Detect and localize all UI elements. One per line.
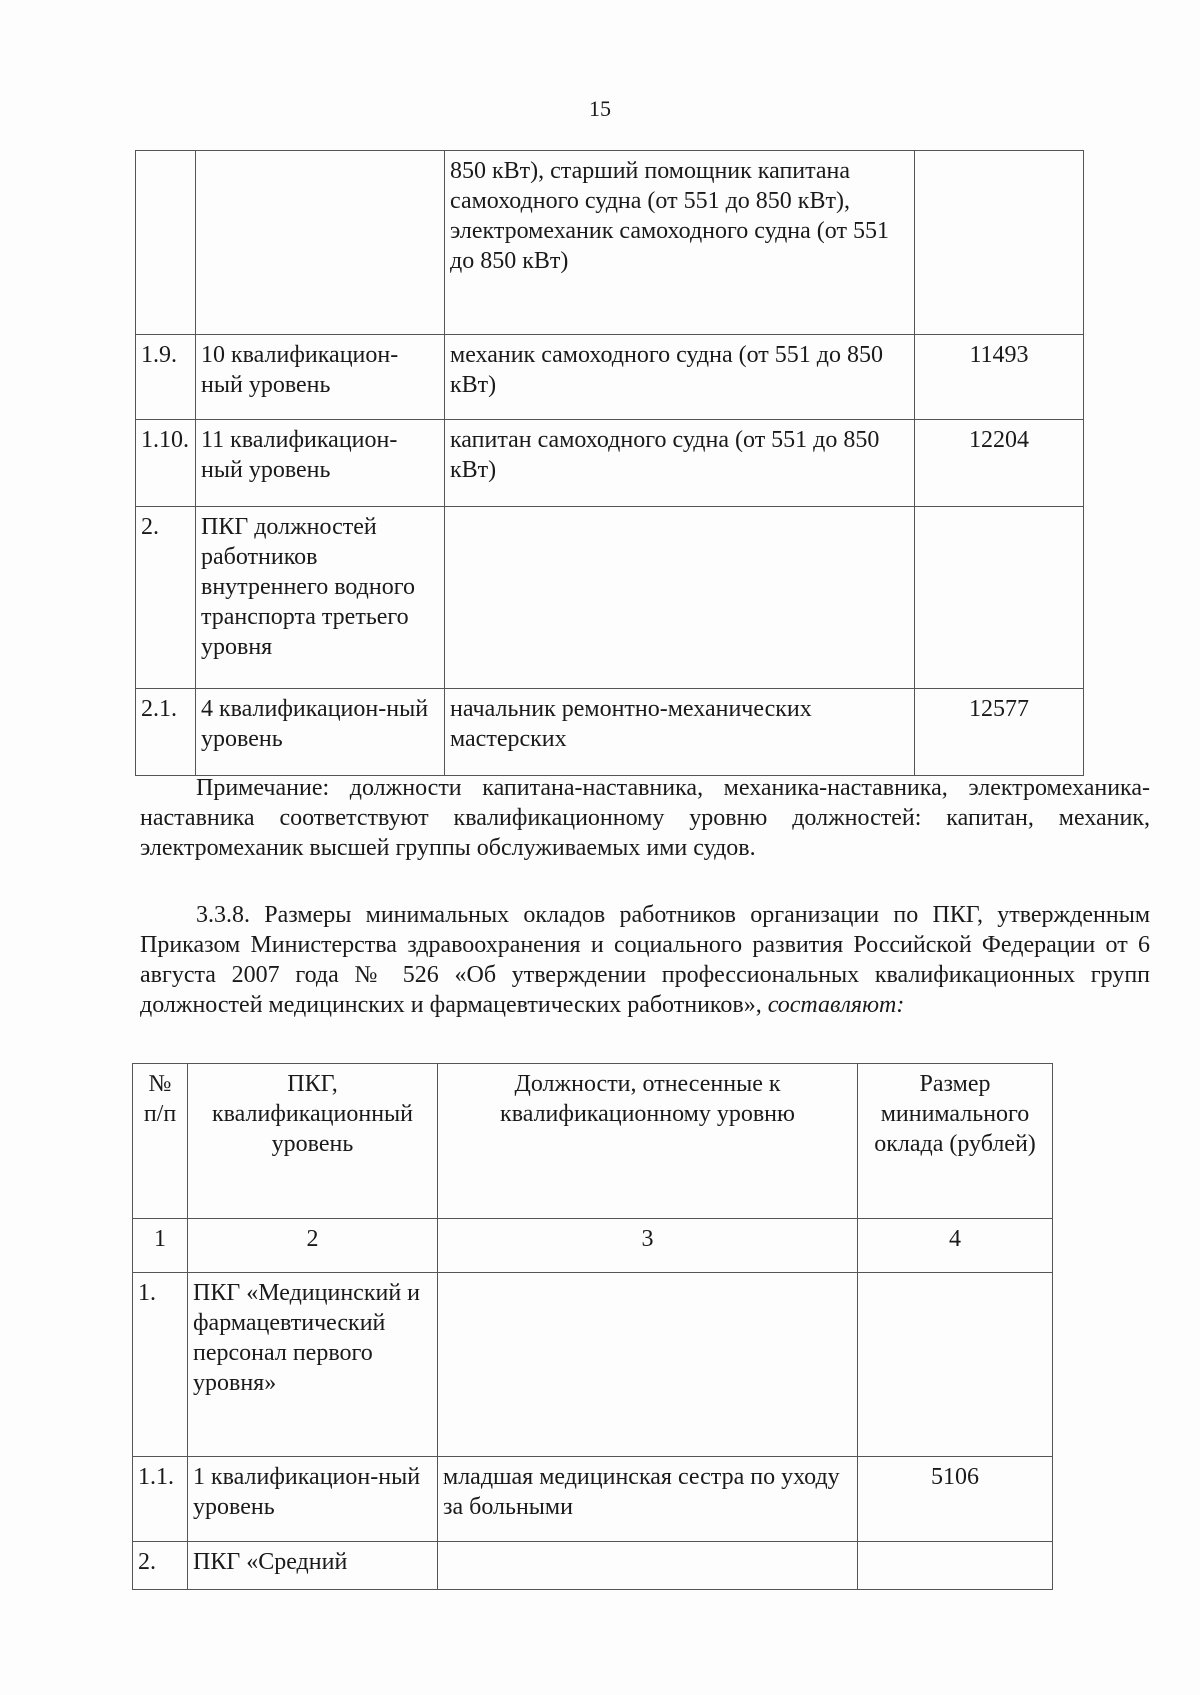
header-salary: Размер минимального оклада (рублей): [858, 1064, 1053, 1219]
positions: капитан самоходного судна (от 551 до 850 кВт): [445, 420, 915, 507]
table-row: [136, 335, 1084, 420]
row-number: 2.: [133, 1542, 188, 1590]
salary-table-transport: [135, 150, 1084, 776]
salary: 12204: [915, 420, 1084, 507]
paragraph-3-3-8-text: 3.3.8. Размеры минимальных окладов работников организации по ПКГ, утвержденным Приказом Министерства здравоохранения и социального развития Российской Федерации от 6 августа 2007 года № 526 «Об утверждении профессиональных квалификационных групп должностей медицинских и фармацевтических работников»,: [140, 902, 1150, 1018]
header-number: № п/п: [133, 1064, 188, 1219]
table-row: [133, 1273, 1053, 1457]
row-number: 2.: [136, 507, 196, 689]
qualification-level: 11 квалификацион-ный уровень: [196, 420, 445, 507]
column-number: 1: [133, 1219, 188, 1273]
row-number: 1.9.: [136, 335, 196, 420]
page-number: 15: [589, 96, 611, 121]
row-number: 1.1.: [133, 1457, 188, 1542]
table-row: [136, 507, 1084, 689]
positions: [445, 507, 915, 689]
qualification-level: 4 квалификацион-ный уровень: [196, 689, 445, 776]
qualification-level: 1 квалификацион-ный уровень: [188, 1457, 438, 1542]
column-number: 3: [438, 1219, 858, 1273]
qualification-level: ПКГ «Медицинский и фармацевтический персонал первого уровня»: [188, 1273, 438, 1457]
paragraph-3-3-8-tail: составляют:: [767, 992, 905, 1018]
table-header-row: [133, 1064, 1053, 1219]
table-row: [133, 1542, 1053, 1590]
positions: механик самоходного судна (от 551 до 850 кВт): [445, 335, 915, 420]
qualification-level: [196, 151, 445, 335]
table-row: [136, 151, 1084, 335]
salary: [858, 1542, 1053, 1590]
header-qualification-level: ПКГ, квалификационный уровень: [188, 1064, 438, 1219]
salary: [915, 507, 1084, 689]
salary: [915, 151, 1084, 335]
note-paragraph: Примечание: должности капитана-наставника, механика-наставника, электромеханика-наставника соответствуют квалификационному уровню должностей: капитан, механик, электромеханик высшей группы обслуживаемых ими судов.: [140, 775, 1150, 861]
qualification-level: ПКГ должностей работников внутреннего водного транспорта третьего уровня: [196, 507, 445, 689]
salary: [858, 1273, 1053, 1457]
salary: 11493: [915, 335, 1084, 420]
row-number: [136, 151, 196, 335]
row-number: 1.: [133, 1273, 188, 1457]
qualification-level: 10 квалификацион-ный уровень: [196, 335, 445, 420]
positions: [438, 1542, 858, 1590]
positions: младшая медицинская сестра по уходу за больными: [438, 1457, 858, 1542]
positions: начальник ремонтно-механических мастерских: [445, 689, 915, 776]
column-numbers-row: [133, 1219, 1053, 1273]
row-number: 1.10.: [136, 420, 196, 507]
paragraph-3-3-8: [140, 900, 1150, 1020]
column-number: 2: [188, 1219, 438, 1273]
table-row: [133, 1457, 1053, 1542]
table-row: [136, 689, 1084, 776]
positions: [438, 1273, 858, 1457]
header-positions: Должности, отнесенные к квалификационному уровню: [438, 1064, 858, 1219]
table-row: [136, 420, 1084, 507]
qualification-level: ПКГ «Средний: [188, 1542, 438, 1590]
salary: 12577: [915, 689, 1084, 776]
salary-table-medical: [132, 1063, 1053, 1590]
positions: 850 кВт), старший помощник капитана самоходного судна (от 551 до 850 кВт), электромеханик самоходного судна (от 551 до 850 кВт): [445, 151, 915, 335]
column-number: 4: [858, 1219, 1053, 1273]
row-number: 2.1.: [136, 689, 196, 776]
salary: 5106: [858, 1457, 1053, 1542]
